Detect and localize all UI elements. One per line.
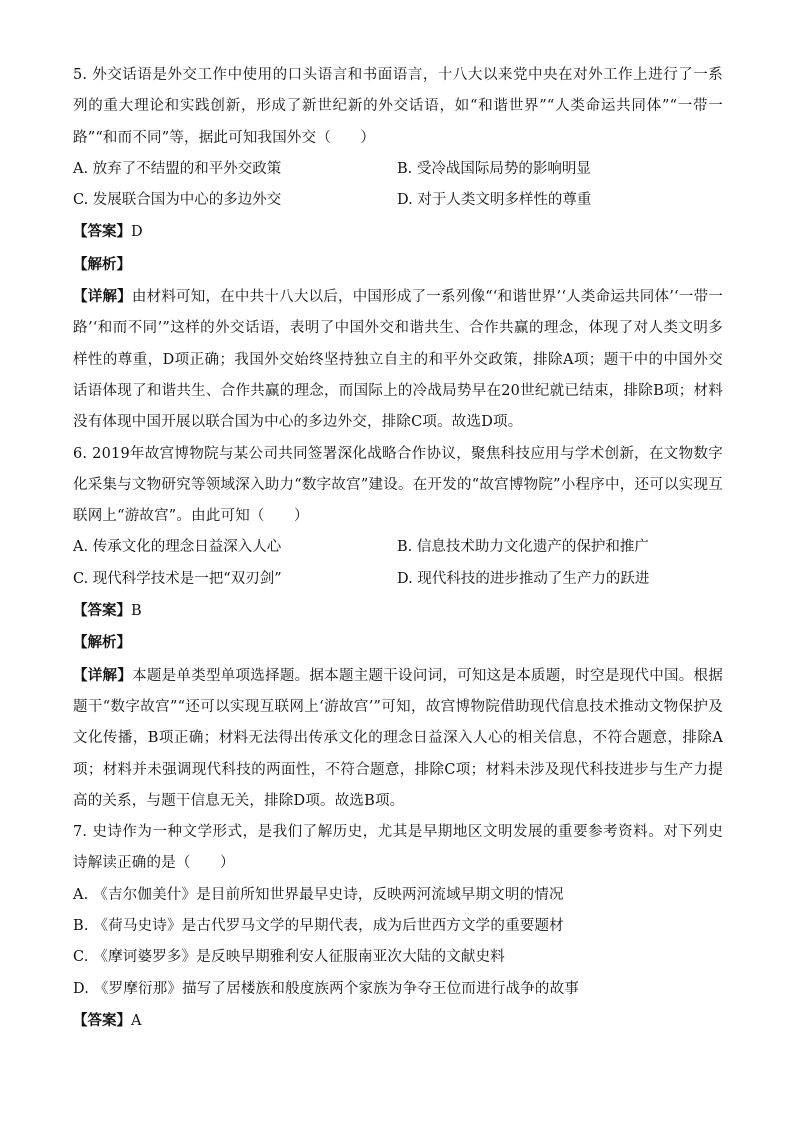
question-5-option-b: B. 受冷战国际局势的影响明显 [397,160,591,177]
document-page [73,60,723,1037]
question-7-answer [73,1005,723,1037]
detail-label: 【详解】 [73,288,132,306]
question-5-stem: 5. 外交话语是外交工作中使用的口头语言和书面语言，十八大以来党中央在对外工作上进行了一系列的重大理论和实践创新，形成了新世纪新的外交话语，如“和谐世界”“人类命运共同体”“一带一路”“和而不同”等，据此可知我国外交（ ） [73,67,723,146]
answer-value: D [131,224,143,241]
question-6-options-row-2 [73,564,723,595]
question-5-options-row-1 [73,154,723,185]
question-6-options-row-1 [73,532,723,563]
question-5-option-d: D. 对于人类文明多样性的尊重 [397,192,592,209]
answer-label: 【答案】 [73,602,131,620]
question-5-analysis [73,249,723,281]
question-6-analysis [73,627,723,659]
detail-text: 由材料可知，在中共十八大以后，中国形成了一系列像“‘和谐世界’‘人类命运共同体’‘一带一路’‘和而不同’”这样的外交话语，表明了中国外交和谐共生、合作共赢的理念，体现了对人类文明多样性的尊重，D项正确；我国外交始终坚持独立自主的和平外交政策，排除A项；题干中的中国外交话语体现了和谐共生、合作共赢的理念，而国际上的冷战局势早在20世纪就已结束，排除B项；材料没有体现中国开展以联合国为中心的多边外交，排除C项。故选D项。 [73,289,723,431]
detail-text: 本题是单类型单项选择题。据本题主题干设问词，可知这是本质题，时空是现代中国。根据题干“数字故宫”“还可以实现互联网上‘游故宫’”可知，故宫博物院借助现代信息技术推动文物保护及文化传播，B项正确；材料无法得出传承文化的理念日益深入人心的相关信息，不符合题意，排除A项；材料并未强调现代科技的两面性，不符合题意，排除C项；材料未涉及现代科技进步与生产力提高的关系，与题干信息无关，排除D项。故选B项。 [73,667,723,809]
question-5-answer [73,216,723,248]
question-5-detail [73,281,723,438]
question-6-option-d: D. 现代科技的进步推动了生产力的跃进 [397,570,650,587]
answer-value: A [131,1012,142,1029]
question-7-stem: 7. 史诗作为一种文学形式，是我们了解历史，尤其是早期地区文明发展的重要参考资料。对下列史诗解读正确的是（ ） [73,824,723,872]
question-6-option-b: B. 信息技术助力文化遗产的保护和推广 [397,539,649,556]
question-6-option-a: A. 传承文化的理念日益深入人心 [73,539,282,556]
question-5-option-a: A. 放弃了不结盟的和平外交政策 [73,160,282,177]
analysis-label: 【解析】 [73,255,131,273]
question-7-option-d: D. 《罗摩衍那》描写了居楼族和般度族两个家族为争夺王位而进行战争的故事 [73,980,580,997]
question-6-answer [73,595,723,627]
question-5-option-c: C. 发展联合国为中心的多边外交 [73,192,282,209]
analysis-label: 【解析】 [73,634,131,652]
question-7-option-b: B. 《荷马史诗》是古代罗马文学的早期代表，成为后世西方文学的重要题材 [73,918,564,935]
question-7-option-a: A. 《吉尔伽美什》是目前所知世界最早史诗，反映两河流域早期文明的情况 [73,886,564,903]
question-5-options-row-2 [73,185,723,216]
question-6-option-c: C. 现代科学技术是一把“双刃剑” [73,570,282,587]
question-6-detail [73,660,723,817]
question-7-option-c: C. 《摩诃婆罗多》是反映早期雅利安人征服南亚次大陆的文献史料 [73,949,505,966]
answer-label: 【答案】 [73,223,131,241]
question-6-stem: 6. 2019年故宫博物院与某公司共同签署深化战略合作协议，聚焦科技应用与学术创新，在文物数字化采集与文物研究等领域深入助力“数字故宫”建设。在开发的“故宫博物院”小程序中，还可以实现互联网上“游故宫”。由此可知（ ） [73,445,723,525]
detail-label: 【详解】 [73,666,133,684]
answer-label: 【答案】 [73,1011,131,1029]
answer-value: B [131,603,142,620]
